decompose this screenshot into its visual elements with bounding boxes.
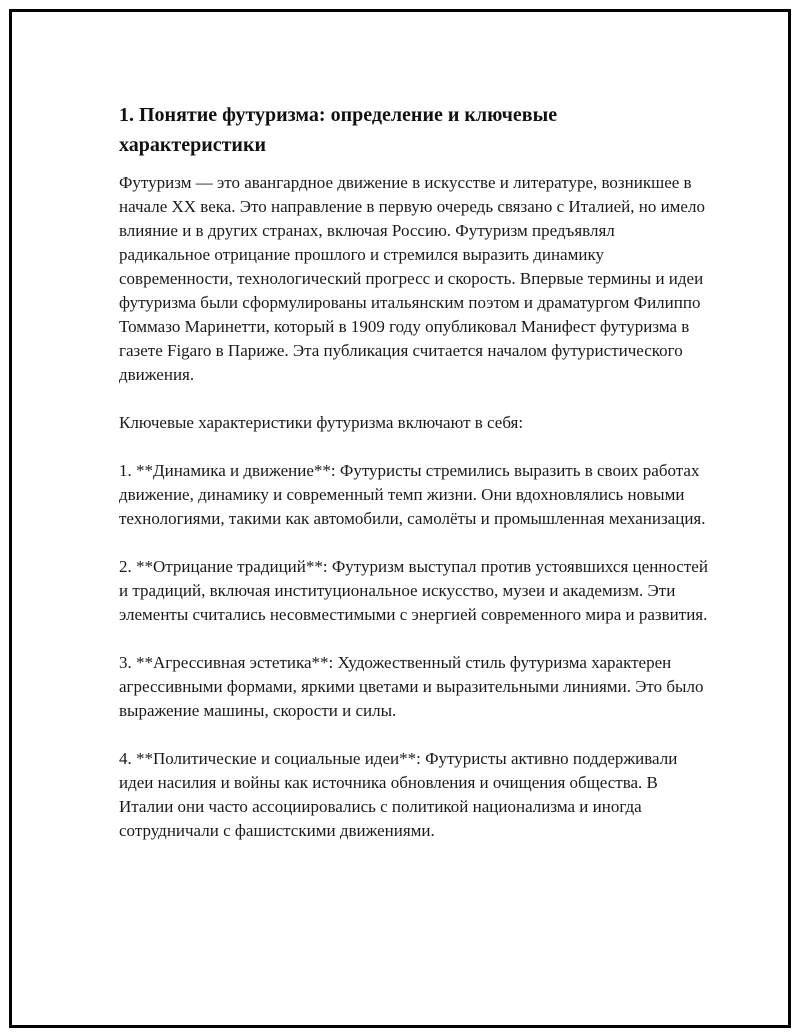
list-item-dynamics: 1. **Динамика и движение**: Футуристы стремились выразить в своих работах движение, динамику и современный темп жизни. Они вдохновлялись новыми технологиями, такими как автомобили, самолёты и промышленная механизация.	[119, 461, 706, 528]
list-item-tradition-denial: 2. **Отрицание традиций**: Футуризм выступал против устоявшихся ценностей и традиций, включая институциональное искусство, музеи и академизм. Эти элементы считались несовместимыми с энергией современного мира и развития.	[119, 557, 708, 624]
paragraph-intro: Футуризм — это авангардное движение в искусстве и литературе, возникшее в начале XX века. Это направление в первую очередь связано с Италией, но имело влияние и в других странах, включая Россию. Футуризм предъявлял радикальное отрицание прошлого и стремился выразить динамику современности, технологический прогресс и скорость. Впервые термины и идеи футуризма были сформулированы итальянским поэтом и драматургом Филиппо Томмазо Маринетти, который в 1909 году опубликовал Манифест футуризма в газете Figaro в Париже. Эта публикация считается началом футуристического движения.	[119, 173, 705, 384]
page-frame	[9, 9, 791, 1028]
paragraph-list-intro: Ключевые характеристики футуризма включают в себя:	[119, 413, 524, 432]
list-item-political-ideas: 4. **Политические и социальные идеи**: Футуристы активно поддерживали идеи насилия и войны как источника обновления и очищения общества. В Италии они часто ассоциировались с политикой национализма и иногда сотрудничали с фашистскими движениями.	[119, 749, 678, 840]
list-item-aggressive-aesthetics: 3. **Агрессивная эстетика**: Художественный стиль футуризма характерен агрессивными формами, яркими цветами и выразительными линиями. Это было выражение машины, скорости и силы.	[119, 653, 704, 720]
document-body	[119, 100, 709, 867]
section-heading: 1. Понятие футуризма: определение и ключевые характеристики	[119, 104, 558, 156]
